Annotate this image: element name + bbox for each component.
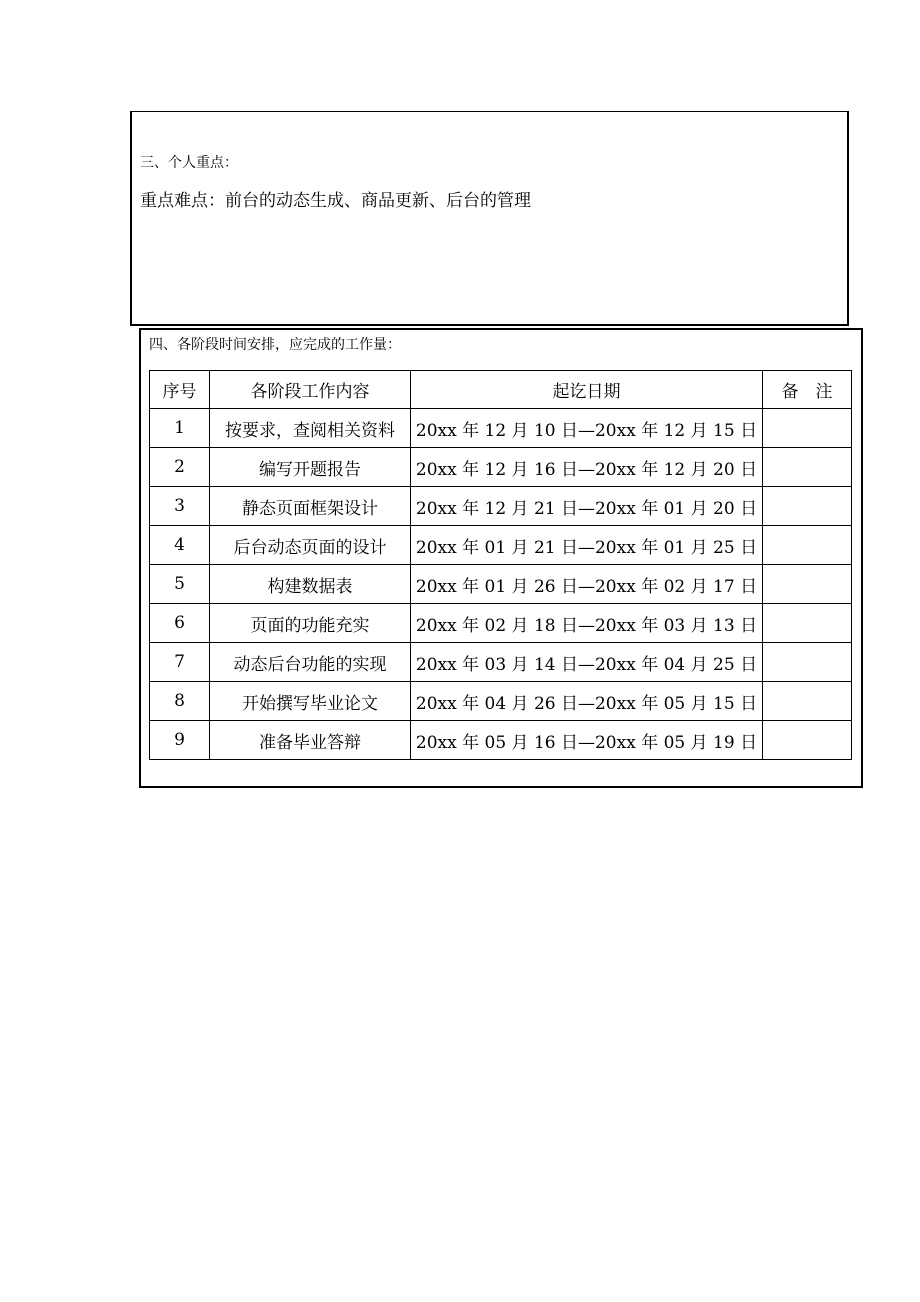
section-3-box bbox=[130, 111, 849, 326]
cell-task: 编写开题报告 bbox=[210, 448, 411, 487]
cell-remarks bbox=[763, 565, 852, 604]
cell-task: 页面的功能充实 bbox=[210, 604, 411, 643]
cell-remarks bbox=[763, 604, 852, 643]
header-remarks: 备 注 bbox=[763, 371, 852, 409]
cell-date-range: 20xx 年 03 月 14 日—20xx 年 04 月 25 日 bbox=[411, 643, 763, 682]
cell-date-range: 20xx 年 01 月 21 日—20xx 年 01 月 25 日 bbox=[411, 526, 763, 565]
cell-number: 6 bbox=[150, 604, 210, 643]
cell-remarks bbox=[763, 448, 852, 487]
cell-task: 后台动态页面的设计 bbox=[210, 526, 411, 565]
cell-remarks bbox=[763, 409, 852, 448]
schedule-table bbox=[149, 370, 852, 760]
cell-task: 构建数据表 bbox=[210, 565, 411, 604]
table-row bbox=[150, 565, 852, 604]
cell-number: 4 bbox=[150, 526, 210, 565]
cell-remarks bbox=[763, 487, 852, 526]
section-4-heading: 四、各阶段时间安排，应完成的工作量： bbox=[149, 337, 401, 353]
cell-remarks bbox=[763, 682, 852, 721]
cell-date-range: 20xx 年 12 月 10 日—20xx 年 12 月 15 日 bbox=[411, 409, 763, 448]
table-row bbox=[150, 643, 852, 682]
cell-date-range: 20xx 年 04 月 26 日—20xx 年 05 月 15 日 bbox=[411, 682, 763, 721]
table-header-row bbox=[150, 371, 852, 409]
table-row bbox=[150, 448, 852, 487]
cell-remarks bbox=[763, 526, 852, 565]
table-row bbox=[150, 409, 852, 448]
cell-task: 动态后台功能的实现 bbox=[210, 643, 411, 682]
cell-number: 2 bbox=[150, 448, 210, 487]
cell-task: 按要求，查阅相关资料 bbox=[210, 409, 411, 448]
table-row bbox=[150, 721, 852, 760]
cell-date-range: 20xx 年 01 月 26 日—20xx 年 02 月 17 日 bbox=[411, 565, 763, 604]
table-row bbox=[150, 604, 852, 643]
cell-number: 8 bbox=[150, 682, 210, 721]
cell-number: 5 bbox=[150, 565, 210, 604]
table-row bbox=[150, 526, 852, 565]
cell-remarks bbox=[763, 643, 852, 682]
cell-date-range: 20xx 年 02 月 18 日—20xx 年 03 月 13 日 bbox=[411, 604, 763, 643]
cell-date-range: 20xx 年 05 月 16 日—20xx 年 05 月 19 日 bbox=[411, 721, 763, 760]
header-task: 各阶段工作内容 bbox=[210, 371, 411, 409]
cell-task: 开始撰写毕业论文 bbox=[210, 682, 411, 721]
cell-task: 静态页面框架设计 bbox=[210, 487, 411, 526]
cell-task: 准备毕业答辩 bbox=[210, 721, 411, 760]
header-number: 序号 bbox=[150, 371, 210, 409]
cell-date-range: 20xx 年 12 月 16 日—20xx 年 12 月 20 日 bbox=[411, 448, 763, 487]
cell-number: 3 bbox=[150, 487, 210, 526]
table-row bbox=[150, 682, 852, 721]
header-date-range: 起讫日期 bbox=[411, 371, 763, 409]
cell-number: 9 bbox=[150, 721, 210, 760]
cell-number: 1 bbox=[150, 409, 210, 448]
section-3-body: 重点难点：前台的动态生成、商品更新、后台的管理 bbox=[140, 191, 531, 211]
section-3-heading: 三、个人重点： bbox=[140, 155, 238, 171]
section-4-box bbox=[139, 328, 863, 788]
table-row bbox=[150, 487, 852, 526]
cell-date-range: 20xx 年 12 月 21 日—20xx 年 01 月 20 日 bbox=[411, 487, 763, 526]
cell-number: 7 bbox=[150, 643, 210, 682]
cell-remarks bbox=[763, 721, 852, 760]
